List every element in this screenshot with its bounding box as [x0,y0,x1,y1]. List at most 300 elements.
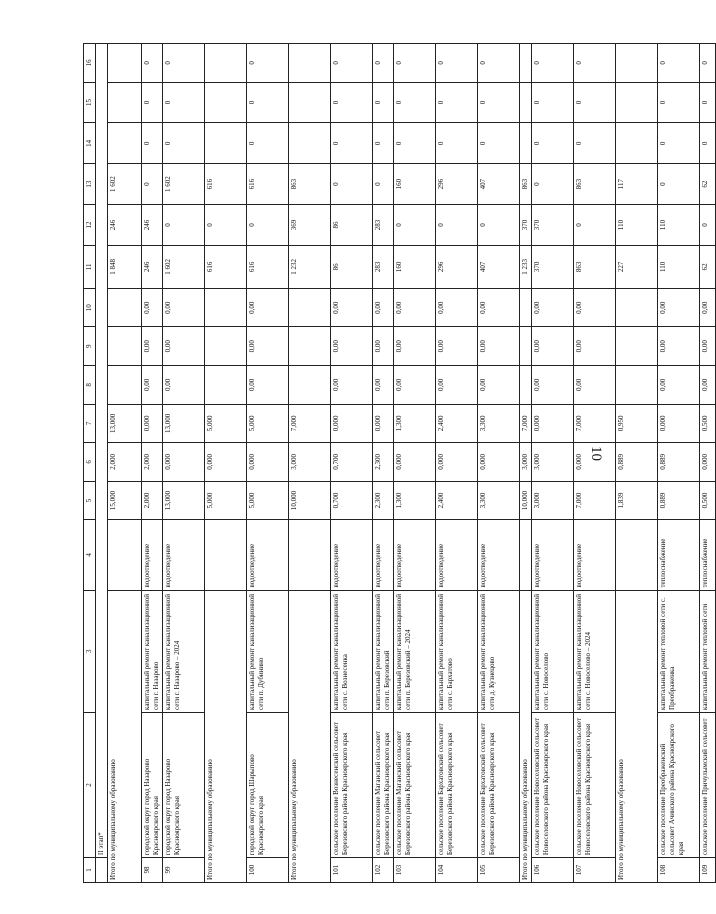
table-cell: 0 [331,164,373,205]
table-cell: 370 [532,205,574,246]
table-cell: 0,00 [436,288,478,327]
table-cell: 0 [700,44,716,83]
total-value: 110 [616,205,658,246]
total-value: 13,000 [108,404,142,443]
total-value [289,366,331,405]
table-cell: 0,00 [658,288,700,327]
total-value: 3,000 [520,443,532,482]
total-value: 616 [205,245,247,288]
total-value: 863 [520,164,532,205]
table-cell: 0,889 [658,443,700,482]
total-value: 5,000 [205,481,247,520]
table-cell: 7,000 [574,404,616,443]
table-cell: 0 [394,44,436,83]
table-cell: капитальный ремонт канализационной сети с. Вознесенка [331,590,373,712]
table-cell: 0 [478,44,520,83]
table-row [478,44,520,883]
table-cell: 0 [373,44,394,83]
total-value [205,123,247,164]
column-number: 16 [84,44,96,83]
table-cell: 99 [163,858,205,883]
total-value: 369 [289,205,331,246]
table-cell: 0 [331,123,373,164]
table-cell: сельское поселение Причулымский сельсовет [700,712,716,857]
table-cell: 0 [574,82,616,123]
total-row [616,44,658,883]
table-cell: 0 [478,205,520,246]
table-cell: 0,00 [394,288,436,327]
table-cell: водоотведение [532,520,574,590]
rotated-table-area [83,43,709,883]
table-cell: 0 [394,82,436,123]
table-cell: 2,000 [142,443,163,482]
table-cell: 0 [394,123,436,164]
table-cell: 62 [700,164,716,205]
total-value: 3,000 [289,443,331,482]
total-value: 616 [205,164,247,205]
table-cell: 0,00 [331,327,373,366]
table-cell: 100 [247,858,289,883]
table-row [532,44,574,883]
total-value [205,44,247,83]
total-value [108,327,142,366]
table-row [163,44,205,883]
column-number: 10 [84,288,96,327]
table-cell: капитальный ремонт канализационной сети г. Назарово – 2024 [163,590,205,712]
table-cell: 1,300 [394,404,436,443]
total-value [289,327,331,366]
total-value [520,82,532,123]
total-row [108,44,142,883]
table-cell: 103 [394,858,436,883]
table-cell: 0,00 [658,366,700,405]
table-cell: 5,000 [247,404,289,443]
table-cell: 0,00 [394,327,436,366]
table-cell: 2,000 [142,481,163,520]
table-cell: водоотведение [142,520,163,590]
program-table [83,43,716,883]
table-cell: 0 [436,123,478,164]
table-cell: сельское поселение Новоселовский сельсовет Новоселовского района Красноярского края [532,712,574,857]
table-cell: 0,700 [331,443,373,482]
stage-spacer [96,858,108,883]
table-cell: 0 [142,123,163,164]
total-value [205,288,247,327]
total-label: Итого по муниципальному образованию [289,590,331,882]
total-value: 370 [520,205,532,246]
table-cell: 2,300 [373,443,394,482]
table-cell: капитальный ремонт тепловой сети [700,590,716,712]
table-cell: 3,000 [532,443,574,482]
table-cell: 0 [574,123,616,164]
table-cell: 0,00 [163,366,205,405]
total-value: 15,000 [108,481,142,520]
total-value [108,44,142,83]
column-number: 7 [84,404,96,443]
table-cell: 160 [394,164,436,205]
table-cell: 296 [436,164,478,205]
table-cell: 2,400 [436,481,478,520]
table-cell: 0,00 [574,288,616,327]
total-value: 1,839 [616,481,658,520]
total-value [205,366,247,405]
table-cell: 0 [142,82,163,123]
table-row [394,44,436,883]
column-number: 4 [84,520,96,590]
table-cell: капитальный ремонт канализационной сети с. Новоселово [532,590,574,712]
table-cell: 0 [478,82,520,123]
total-value [205,82,247,123]
table-cell: 0 [658,44,700,83]
total-label: Итого по муниципальному образованию [108,590,142,882]
table-cell: 0 [163,205,205,246]
table-cell: 0,00 [436,366,478,405]
total-value: 7,000 [289,404,331,443]
total-row [205,44,247,883]
table-cell: 0 [331,44,373,83]
total-value: 0,889 [616,443,658,482]
table-cell: 863 [574,245,616,288]
table-cell: 0,00 [700,327,716,366]
table-cell: 0 [247,44,289,83]
table-cell: сельское поселение Бархатовский сельсовет Березовского района Красноярского края [478,712,520,857]
column-number: 5 [84,481,96,520]
table-cell: 0,00 [658,327,700,366]
total-value: 10,000 [289,481,331,520]
total-value: 227 [616,245,658,288]
stage-row [96,44,108,883]
total-value: 7,000 [520,404,532,443]
table-cell: сельское поселение Преображенский сельсовет Ачинского района Красноярского края [658,712,700,857]
total-spacer [205,520,247,590]
total-value: 246 [108,205,142,246]
table-cell: 0,00 [394,366,436,405]
table-cell: 0 [700,82,716,123]
table-cell: капитальный ремонт канализационной сети д. Кузнецово [478,590,520,712]
table-cell: 107 [574,858,616,883]
table-cell: 0 [142,44,163,83]
table-cell: теплоснабжение [700,520,716,590]
table-cell: 0 [658,123,700,164]
total-label: Итого по муниципальному образованию [520,590,532,882]
table-cell: 0,00 [478,327,520,366]
table-cell: 0 [658,164,700,205]
table-cell: 0,000 [394,443,436,482]
table-cell: 0,00 [331,288,373,327]
table-cell: 5,000 [247,481,289,520]
table-cell: 0 [163,44,205,83]
table-cell: 0,00 [532,288,574,327]
table-cell: 0 [532,164,574,205]
table-cell: 110 [658,205,700,246]
table-cell: 3,300 [478,481,520,520]
table-cell: 0,000 [247,443,289,482]
total-value [289,82,331,123]
table-cell: 0,00 [331,366,373,405]
page-number: 10 [588,446,604,461]
total-value: 1 602 [108,164,142,205]
table-cell: 2,300 [373,481,394,520]
table-cell: сельское поселение Вознесенский сельсовет Березовского района Красноярского края [331,712,373,857]
table-cell: 0 [247,82,289,123]
table-cell: 109 [700,858,716,883]
column-number: 2 [84,712,96,857]
table-cell: 86 [331,205,373,246]
column-number: 12 [84,205,96,246]
table-cell: 0,00 [373,327,394,366]
table-row [373,44,394,883]
column-number: 13 [84,164,96,205]
table-cell: теплоснабжение [658,520,700,590]
table-cell: 0 [331,82,373,123]
total-value: 5,000 [205,404,247,443]
table-row [574,44,616,883]
header-row [84,44,96,883]
table-cell: 1 602 [163,164,205,205]
table-cell: 0 [700,123,716,164]
table-cell: 0,00 [142,288,163,327]
table-cell: 160 [394,245,436,288]
table-cell: 2,400 [436,404,478,443]
table-cell: 0,00 [532,366,574,405]
table-row [658,44,700,883]
table-cell: 0 [478,123,520,164]
total-value [616,123,658,164]
table-cell: 0 [436,44,478,83]
total-value [520,366,532,405]
table-cell: городской округ город Шарыпово Красноярского края [247,712,289,857]
table-cell: 863 [574,164,616,205]
table-cell: 0,00 [574,327,616,366]
table-cell: 0,000 [142,404,163,443]
table-cell: 0,00 [373,366,394,405]
table-row [436,44,478,883]
table-cell: сельское поселение Бархатовский сельсовет Березовского района Красноярского края [436,712,478,857]
table-cell: 86 [331,245,373,288]
total-value [289,123,331,164]
total-value [616,44,658,83]
table-cell: водоотведение [394,520,436,590]
table-cell: водоотведение [373,520,394,590]
column-number: 1 [84,858,96,883]
table-cell: 0 [574,205,616,246]
total-value [108,82,142,123]
table-cell: 3,000 [532,481,574,520]
table-cell: 0,00 [247,366,289,405]
table-cell: сельское поселение Маганский сельсовет Березовского района Красноярского края [394,712,436,857]
column-number: 14 [84,123,96,164]
total-spacer [108,520,142,590]
table-cell: городской округ город Назарово Красноярского края [142,712,163,857]
total-value [520,44,532,83]
table-cell: 407 [478,164,520,205]
table-cell: 0,000 [658,404,700,443]
table-cell: капитальный ремонт канализационной сети с. Новоселово – 2024 [574,590,616,712]
column-number: 3 [84,590,96,712]
table-cell: 0,00 [700,366,716,405]
table-cell: 0 [436,82,478,123]
table-cell: 105 [478,858,520,883]
table-cell: 0 [532,82,574,123]
table-cell: 246 [142,205,163,246]
table-cell: 13,000 [163,404,205,443]
table-cell: 0 [532,123,574,164]
table-cell: 0,000 [373,404,394,443]
table-cell: 0 [163,123,205,164]
table-cell: 0 [394,205,436,246]
table-cell: 0 [532,44,574,83]
table-cell: 0,700 [331,481,373,520]
table-cell: 0 [373,164,394,205]
table-cell: 101 [331,858,373,883]
table-cell: 246 [142,245,163,288]
total-spacer [520,520,532,590]
table-body [84,44,716,883]
table-cell: 370 [532,245,574,288]
table-cell: 0,889 [658,481,700,520]
total-value [520,288,532,327]
table-cell: городской округ город Назарово Красноярского края [163,712,205,857]
table-cell: 0 [247,205,289,246]
table-cell: 0,00 [532,327,574,366]
table-cell: водоотведение [436,520,478,590]
table-cell: 0,500 [700,481,716,520]
table-cell: 0,00 [142,327,163,366]
table-cell: 106 [532,858,574,883]
total-value [520,123,532,164]
table-cell: 110 [658,245,700,288]
table-cell: водоотведение [331,520,373,590]
table-cell: 0,500 [700,404,716,443]
total-value: 1 848 [108,245,142,288]
total-value: 1 232 [289,245,331,288]
table-cell: 0 [658,82,700,123]
table-cell: 108 [658,858,700,883]
total-row [289,44,331,883]
total-spacer [289,520,331,590]
column-number: 11 [84,245,96,288]
table-cell: 0 [163,82,205,123]
table-cell: 407 [478,245,520,288]
table-cell: 3,300 [478,404,520,443]
table-cell: капитальный ремонт канализационной сети с. Бархатово [436,590,478,712]
table-cell: 0,00 [373,288,394,327]
table-row [247,44,289,883]
table-cell: 0,00 [478,288,520,327]
table-cell: 0,00 [478,366,520,405]
total-value: 863 [289,164,331,205]
table-cell: 0 [436,205,478,246]
table-cell: 0 [142,164,163,205]
table-cell: 0 [574,44,616,83]
total-value [108,288,142,327]
table-cell: 0,00 [700,288,716,327]
column-number: 6 [84,443,96,482]
table-cell: 0,00 [436,327,478,366]
table-cell: 13,000 [163,481,205,520]
total-value [205,327,247,366]
total-label: Итого по муниципальному образованию [205,590,247,882]
table-cell: водоотведение [478,520,520,590]
total-value: 0,950 [616,404,658,443]
table-cell: капитальный ремонт канализационной сети п. Березовский – 2024 [394,590,436,712]
table-cell: 616 [247,245,289,288]
table-cell: сельское поселение Новоселовский сельсовет Новоселовского района Красноярского края [574,712,616,857]
table-cell: 62 [700,245,716,288]
total-row [520,44,532,883]
table-cell: 0,000 [163,443,205,482]
table-cell: 0 [247,123,289,164]
table-cell: 0,00 [142,366,163,405]
table-cell: капитальный ремонт канализационной сети п. Дубинино [247,590,289,712]
table-cell: 1,300 [394,481,436,520]
table-cell: 0,000 [700,443,716,482]
table-cell: 0,00 [163,327,205,366]
total-value: 2,000 [108,443,142,482]
table-cell: 0,00 [163,288,205,327]
total-value [108,123,142,164]
table-cell: 296 [436,245,478,288]
table-cell: капитальный ремонт тепловой сети с. Преображенка [658,590,700,712]
total-value [108,366,142,405]
table-cell: 283 [373,245,394,288]
total-value [289,288,331,327]
table-cell: водоотведение [574,520,616,590]
table-cell: 283 [373,205,394,246]
table-cell: капитальный ремонт канализационной сети г. Назарово [142,590,163,712]
total-spacer [616,520,658,590]
total-value: 1 233 [520,245,532,288]
table-cell: капитальный ремонт канализационной сети п. Березовский [373,590,394,712]
table-cell: 0,000 [478,443,520,482]
column-number: 15 [84,82,96,123]
total-value [616,366,658,405]
total-value [520,327,532,366]
column-number: 8 [84,366,96,405]
table-cell: 0,00 [247,288,289,327]
total-value: 0,000 [205,443,247,482]
table-cell: 104 [436,858,478,883]
total-label: Итого по муниципальному образованию [616,590,658,882]
table-cell: 0 [373,82,394,123]
total-value [616,327,658,366]
table-cell: 7,000 [574,481,616,520]
total-value: 10,000 [520,481,532,520]
total-value [616,82,658,123]
table-cell: водоотведение [163,520,205,590]
table-cell: сельское поселение Маганский сельсовет Березовского района Красноярского края [373,712,394,857]
total-value: 0 [205,205,247,246]
table-row [331,44,373,883]
table-row [142,44,163,883]
stage-label: II этап* [96,44,108,858]
table-cell: водоотведение [247,520,289,590]
table-cell: 0,000 [574,443,616,482]
total-value [289,44,331,83]
table-cell: 616 [247,164,289,205]
table-cell: 102 [373,858,394,883]
table-cell: 0 [373,123,394,164]
table-row [700,44,716,883]
table-cell: 98 [142,858,163,883]
column-number: 9 [84,327,96,366]
table-cell: 0,000 [436,443,478,482]
table-cell: 0,000 [331,404,373,443]
table-cell: 0 [700,205,716,246]
table-cell: 0,00 [574,366,616,405]
table-cell: 0,000 [532,404,574,443]
table-cell: 0,00 [247,327,289,366]
